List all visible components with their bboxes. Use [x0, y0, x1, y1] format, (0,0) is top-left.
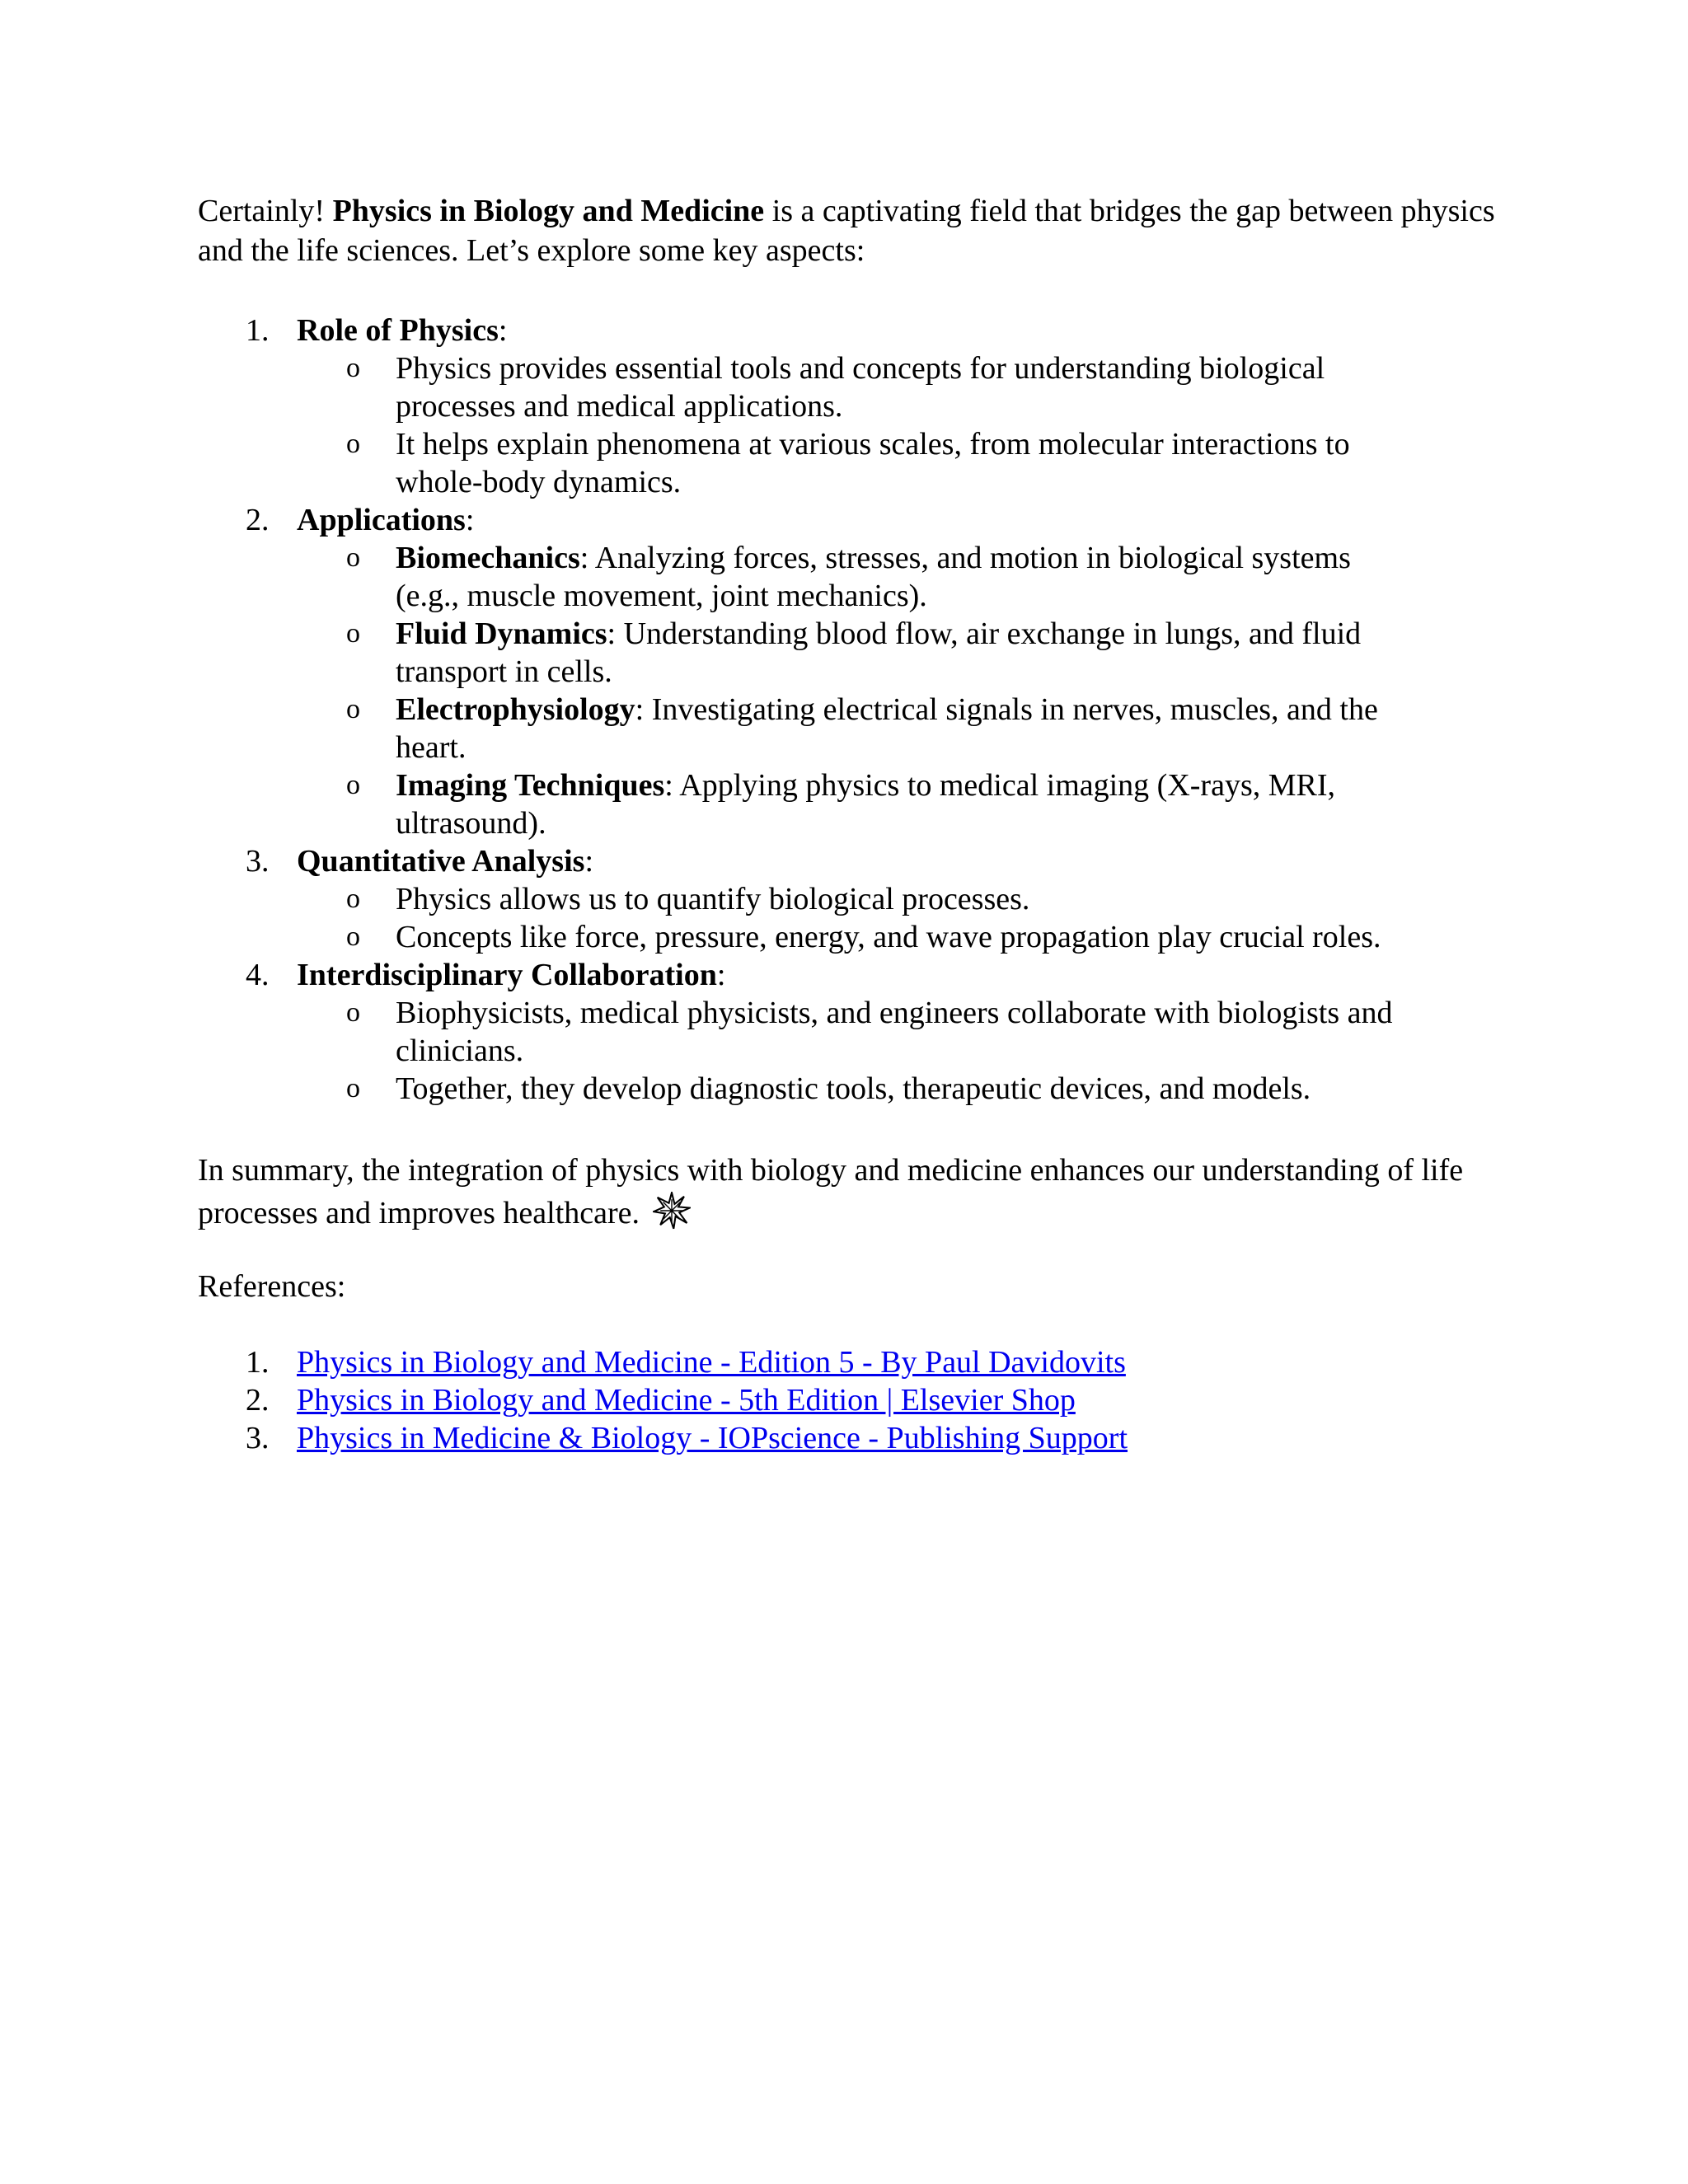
bullet-text: : Applying physics to medical imaging (X-rays, MRI, ultrasound).: [396, 768, 1336, 841]
topic-title: Role of Physics: [297, 313, 499, 348]
reference-item: [198, 1381, 1517, 1419]
bullet-marker: o: [346, 997, 360, 1028]
bullet-marker: o: [346, 921, 360, 952]
bullet-list: [198, 880, 1517, 956]
topic-title: Interdisciplinary Collaboration: [297, 958, 717, 992]
intro-paragraph: [198, 191, 1517, 270]
sparkle-icon: [653, 1192, 691, 1230]
reference-number: 3.: [246, 1421, 270, 1455]
references-list: [198, 1343, 1517, 1457]
intro-rest: is a captivating field that bridges the gap between physics and the life sciences. Let’s explore some key aspects:: [198, 194, 1495, 268]
bullet-list: [198, 994, 1517, 1108]
topic-colon: :: [716, 958, 726, 992]
bullet-marker: o: [346, 770, 360, 800]
reference-item: [198, 1343, 1517, 1381]
bullet-item: [198, 766, 1517, 842]
bullet-marker: o: [346, 542, 360, 573]
topic-number: 3.: [246, 844, 270, 879]
topic-number: 1.: [246, 313, 270, 348]
intro-bold-title: Physics in Biology and Medicine: [332, 194, 765, 228]
intro-lead: Certainly!: [198, 194, 333, 228]
bullet-bold: Electrophysiology: [396, 692, 635, 727]
topic-list: [198, 312, 1517, 1108]
summary-text: In summary, the integration of physics with biology and medicine enhances our understanding of life processes and improves healthcare.: [198, 1153, 1464, 1230]
references-heading: References:: [198, 1269, 346, 1304]
topic-colon: :: [465, 503, 475, 537]
bullet-item: [198, 918, 1517, 956]
reference-number: 2.: [246, 1383, 270, 1418]
bullet-list: [198, 539, 1517, 842]
topic-item: [198, 956, 1517, 994]
topic-number: 4.: [246, 958, 270, 992]
bullet-item: [198, 994, 1517, 1070]
bullet-item: [198, 349, 1517, 425]
bullet-list: [198, 349, 1517, 501]
reference-link[interactable]: Physics in Medicine & Biology - IOPscience - Publishing Support: [297, 1421, 1128, 1455]
topic-colon: :: [584, 844, 594, 879]
bullet-bold: Imaging Techniques: [396, 768, 665, 803]
bullet-text: Together, they develop diagnostic tools, therapeutic devices, and models.: [396, 1071, 1311, 1106]
bullet-item: [198, 691, 1517, 766]
bullet-text: Physics provides essential tools and concepts for understanding biological processes and medical applications.: [396, 351, 1325, 424]
topic-item: [198, 842, 1517, 880]
bullet-item: [198, 539, 1517, 615]
bullet-text: It helps explain phenomena at various scales, from molecular interactions to whole-body dynamics.: [396, 427, 1350, 499]
bullet-text: : Investigating electrical signals in nerves, muscles, and the heart.: [396, 692, 1378, 765]
topic-title: Applications: [297, 503, 466, 537]
summary-paragraph: [198, 1149, 1517, 1235]
bullet-item: [198, 425, 1517, 501]
bullet-item: [198, 880, 1517, 918]
reference-link[interactable]: Physics in Biology and Medicine - 5th Edition | Elsevier Shop: [297, 1383, 1076, 1418]
bullet-marker: o: [346, 618, 360, 649]
bullet-text: Biophysicists, medical physicists, and engineers collaborate with biologists and clinicians.: [396, 996, 1393, 1068]
bullet-text: Physics allows us to quantify biological processes.: [396, 882, 1030, 916]
bullet-item: [198, 1070, 1517, 1108]
bullet-text: : Analyzing forces, stresses, and motion in biological systems (e.g., muscle movement, joint mechanics).: [396, 541, 1351, 613]
bullet-marker: o: [346, 353, 360, 383]
bullet-marker: o: [346, 429, 360, 459]
bullet-bold: Biomechanics: [396, 541, 580, 575]
bullet-marker: o: [346, 883, 360, 914]
topic-item: [198, 312, 1517, 349]
bullet-text: Concepts like force, pressure, energy, and wave propagation play crucial roles.: [396, 920, 1381, 954]
bullet-text: : Understanding blood flow, air exchange in lungs, and fluid transport in cells.: [396, 616, 1362, 689]
document-page: [198, 191, 1517, 1457]
reference-item: [198, 1419, 1517, 1457]
reference-link[interactable]: Physics in Biology and Medicine - Edition 5 - By Paul Davidovits: [297, 1345, 1126, 1380]
topic-number: 2.: [246, 503, 270, 537]
bullet-marker: o: [346, 1073, 360, 1104]
topic-item: [198, 501, 1517, 539]
reference-number: 1.: [246, 1345, 270, 1380]
bullet-bold: Fluid Dynamics: [396, 616, 607, 651]
bullet-item: [198, 615, 1517, 691]
topic-title: Quantitative Analysis: [297, 844, 585, 879]
bullet-marker: o: [346, 694, 360, 724]
topic-colon: :: [498, 313, 508, 348]
